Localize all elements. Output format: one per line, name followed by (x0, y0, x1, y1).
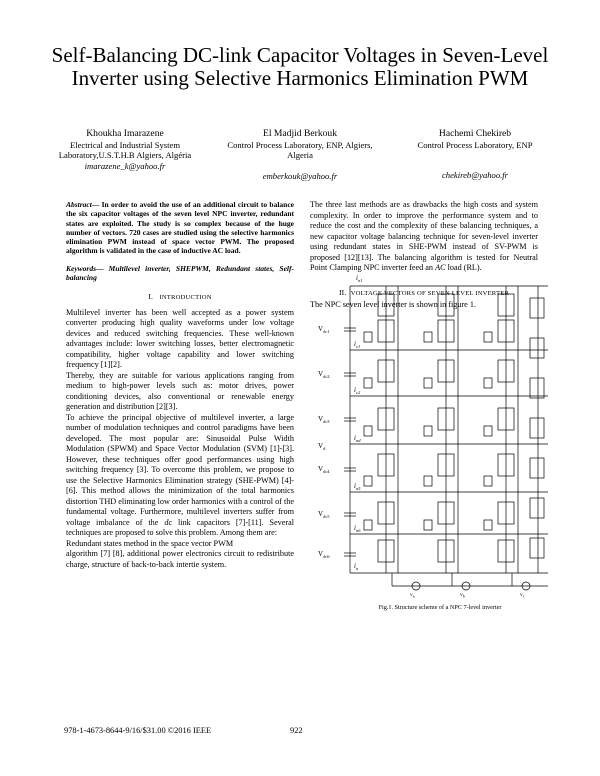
author-1-affiliation: Electrical and Industrial System Laboratory,U.S.T.H.B Algiers, Algéria (58, 140, 192, 161)
label-in6: $i_{n6}$ (354, 524, 361, 533)
intro-dc-term: dc (164, 517, 173, 527)
author-2-name: El Madjid Berkouk (262, 128, 338, 139)
inverter-schematic (316, 268, 564, 598)
right-paragraph-1-a: The three last methods are as drawbacks the high costs and system complexity. In order to improve the performance system and to reduce the cost and the complexity of these balancing techniques, a new capacitor voltage balancing technique for seven-level inverter using redundant states in SHE-PWM instead of SV-PWM is proposed [12][13]. The balancing algorithm is tested for Neutral Point Clamping NPC inverter feed an (310, 200, 538, 272)
leg-a (364, 286, 398, 573)
author-3 (390, 128, 560, 181)
label-vdc4: $V_{dc4}$ (318, 465, 330, 474)
label-vdc5: $V_{dc5}$ (318, 510, 330, 519)
section-2-title: VOLTAGE VECTORS OF SEVEN LEVEL INVERTER (350, 289, 510, 297)
keywords-text: Multilevel inverter, SHEPWM, Redundant states, Self-balancing (66, 263, 294, 283)
abstract-text: In order to avoid the use of an additional circuit to balance the six capacitor voltages of the seven level NPC inverter, redundant states are exploited. The study is so complex because of the huge number of vectors. 720 cases are studied using the selective harmonics elimination PWM instead of space vector PWM. The proposed algorithm is validated in the case of inductive AC load. (66, 200, 294, 256)
intro-paragraph-3-b: link capacitors [7]-[11]. Several techniques are proposed to solve this problem. Among them are: (66, 517, 294, 538)
author-1-name: Khoukha Imarazene (86, 128, 164, 139)
author-3-email: chekireb@yahoo.fr (441, 170, 509, 181)
intro-paragraph-1: Multilevel inverter has been well accepted as a power system converter producing high quality waveforms under low voltage devices and reduced switching frequencies. These well-known advantages include: lower switching losses, better electromagnetic compatibility, higher voltage capability and lower switching frequency [1][2]. (66, 307, 294, 370)
label-vd: $V_d$ (318, 442, 326, 451)
intro-paragraph-3 (66, 413, 294, 539)
right-paragraph-1 (310, 200, 538, 274)
label-vc: $v_c$ (520, 592, 525, 598)
section-2-intro: The NPC seven level inverter is shown in figure 1. (310, 300, 476, 309)
page-number: 922 (290, 726, 303, 735)
label-in5: $i_{n5}$ (354, 482, 361, 491)
ac-load (392, 573, 548, 590)
section-1-heading (66, 292, 294, 304)
label-vb: $v_b$ (460, 592, 465, 598)
author-1 (40, 128, 210, 171)
abstract (66, 200, 294, 256)
abstract-label: Abstract— (66, 200, 100, 209)
author-1-email: imarazene_k@yahoo.fr (84, 160, 166, 171)
author-3-affiliation: Control Process Laboratory, ENP (417, 140, 533, 150)
figure-caption: Fig.1. Structure scheme of a NPC 7-level inverter (378, 604, 502, 611)
footer-isbn: 978-1-4673-8644-9/16/$31.00 ©2016 IEEE (64, 726, 212, 735)
author-2-affiliation: Control Process Laboratory, ENP, Algiers, Algeria (227, 140, 373, 161)
author-3-name: Hachemi Chekireb (438, 128, 512, 139)
section-2-number: II. (338, 287, 347, 297)
left-column (66, 200, 294, 570)
paper-title: Self-Balancing DC-link Capacitor Voltages in Seven-Level Inverter using Selective Harmonics Elimination PWM (51, 43, 549, 90)
intro-paragraph-2: Thereby, they are suitable for various applications ranging from medium to high-power levels such as: motor drives, power conditioning devices, also conventional or renewable energy generation and distribution [2][3]. (66, 370, 294, 412)
intro-paragraph-4: Redundant states method in the space vector PWM (66, 538, 234, 548)
intro-paragraph-5: algorithm [7] [8], additional power electronics circuit to redistribute charge, structure of back-to-back intertie system. (66, 549, 294, 569)
author-block (40, 128, 560, 188)
intro-paragraph-3-a: To achieve the principal objective of multilevel inverter, a large number of modulation techniques and control paradigms have been developed. The most popular are: Sinusoidal Pulse Width Modulation (SPWM) and Space Vector Modulation (SVM) [1]-[3]. However, these techniques offer good performances using high switching frequency [3]. To overcome this problem, we propose to use the Selective Harmonics Elimination strategy (SHE-PWM) [4]-[6]. This method allows the minimization of the total harmonics distortion THD eliminating low order harmonics with a control of the fundamental voltage. Furthermore, multilevel inverters suffer from voltage imbalance of the (66, 412, 294, 527)
label-ic2: $i_{c2}$ (354, 386, 361, 395)
label-va: $v_a$ (410, 592, 415, 598)
label-in1: $i_{n1}$ (356, 274, 363, 283)
label-vdc3: $V_{dc3}$ (318, 415, 330, 424)
leg-c (484, 286, 518, 573)
right-paragraph-1-b: load (RL). (445, 263, 482, 272)
keywords (66, 264, 294, 283)
leg-b (424, 286, 458, 573)
right-ac-term: AC (435, 263, 446, 272)
label-ic1: $i_{c1}$ (354, 340, 361, 349)
label-vdc1: $V_{dc1}$ (318, 325, 330, 334)
label-in: $i_n$ (354, 562, 359, 571)
author-2-email: emberkouk@yahoo.fr (262, 170, 338, 181)
keywords-label: Keywords— (66, 263, 104, 273)
author-2 (220, 128, 380, 181)
label-vdc2: $V_{dc2}$ (318, 370, 330, 379)
outer-switch-column (530, 286, 544, 573)
label-ind: $i_{nd}$ (354, 434, 361, 443)
section-1-title: INTRODUCTION (159, 294, 212, 302)
label-vdc6: $V_{dc6}$ (318, 550, 330, 559)
section-1-number: I. (148, 292, 154, 302)
